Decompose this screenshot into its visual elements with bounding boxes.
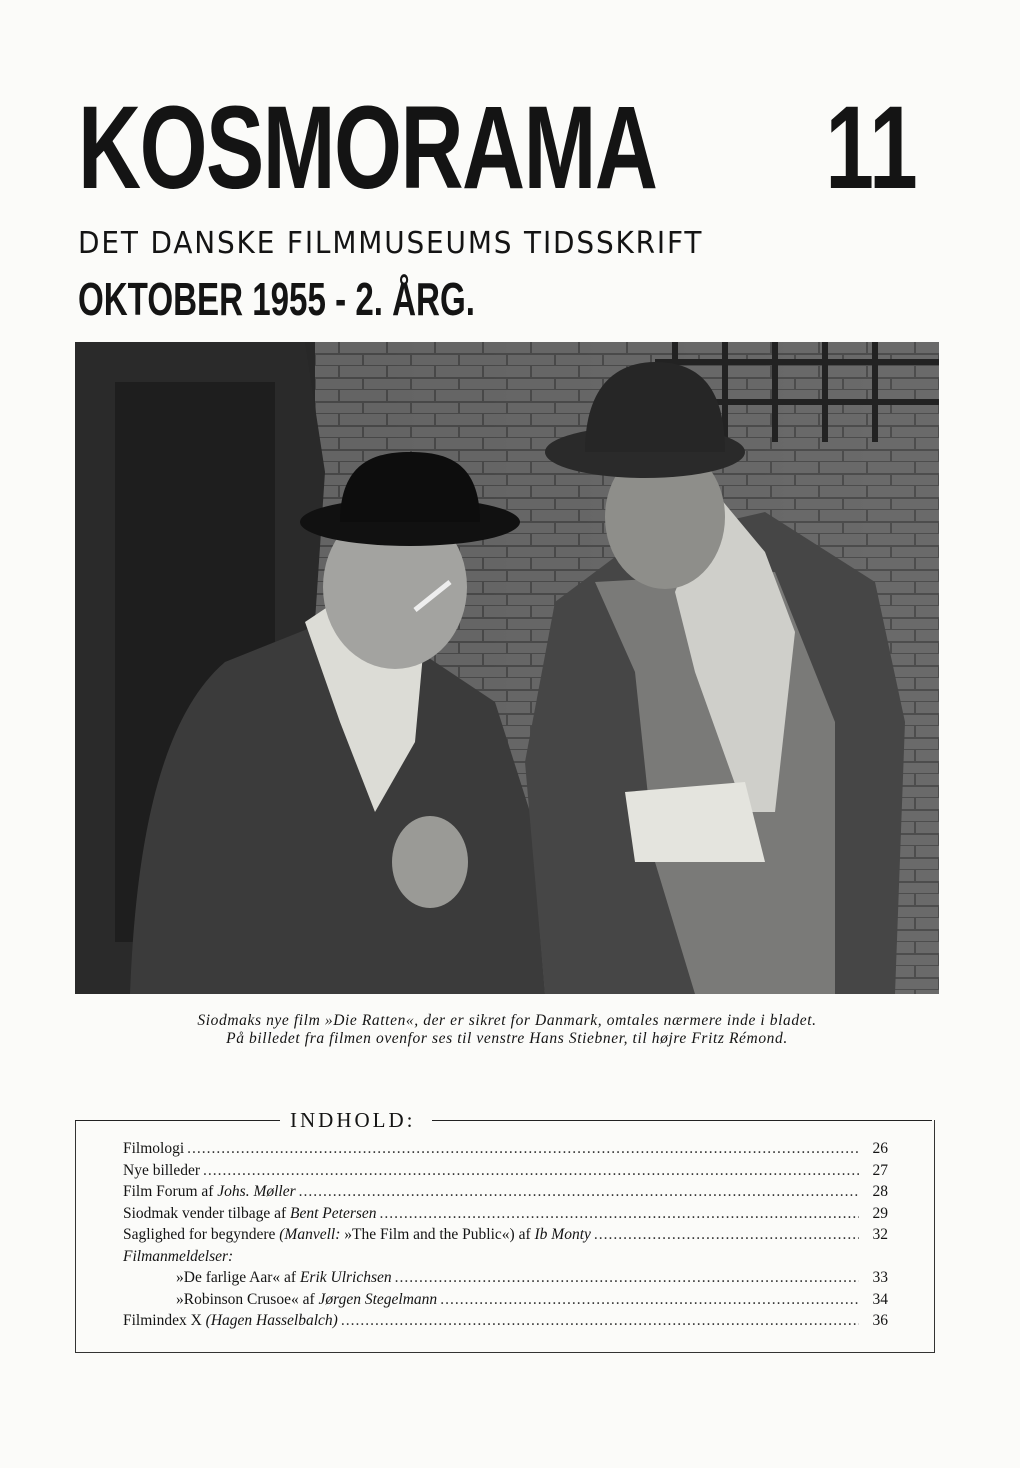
list-item[interactable]: [123, 1226, 888, 1248]
page-number: 28: [872, 1183, 888, 1200]
issue-dateline: OKTOBER 1955 - 2. ÅRG.: [78, 273, 475, 325]
contents-list: [123, 1140, 888, 1334]
section-heading: [123, 1248, 888, 1270]
dot-leader: [440, 1291, 859, 1309]
list-item[interactable]: [123, 1269, 888, 1291]
list-item[interactable]: [123, 1205, 888, 1227]
dot-leader: [203, 1162, 859, 1180]
magazine-title: KOSMORAMA: [78, 82, 657, 214]
contents-box: [75, 1120, 935, 1353]
entry-author: (Hagen Hasselbalch): [205, 1312, 338, 1329]
dot-leader: [594, 1226, 859, 1244]
entry-title: Saglighed for begyndere (Manvell: »The Film and the Public«) af Ib Monty: [123, 1226, 591, 1243]
page-number: 26: [872, 1140, 888, 1157]
page-number: 34: [872, 1290, 888, 1308]
entry-title: »De farlige Aar« af Erik Ulrichsen: [176, 1269, 392, 1286]
page-number: 27: [872, 1161, 888, 1179]
entry-title: »Robinson Crusoe« af Jørgen Stegelmann: [176, 1290, 438, 1308]
dot-leader: [395, 1269, 859, 1287]
photo-caption: [75, 1012, 939, 1048]
entry-title: Film Forum af Johs. Møller: [123, 1183, 296, 1200]
page-number: 32: [872, 1226, 888, 1243]
section-title: Filmanmeldelser:: [123, 1247, 234, 1265]
entry-title: Siodmak vender tilbage af Bent Petersen: [123, 1204, 377, 1222]
dot-leader: [299, 1183, 859, 1201]
issue-number: 11: [825, 82, 918, 214]
contents-heading: INDHOLD:: [290, 1108, 416, 1132]
list-item[interactable]: [123, 1312, 888, 1334]
entry-author: Erik Ulrichsen: [299, 1269, 392, 1286]
entry-title: Filmindex X (Hagen Hasselbalch): [123, 1312, 338, 1329]
list-item[interactable]: [123, 1183, 888, 1205]
entry-title: Nye billeder: [123, 1161, 201, 1179]
entry-author: Ib Monty: [534, 1226, 591, 1243]
entry-author: Jørgen Stegelmann: [318, 1290, 438, 1308]
magazine-subtitle: DET DANSKE FILMMUSEUMS TIDSSKRIFT: [78, 226, 704, 261]
caption-line-1: Siodmaks nye film »Die Ratten«, der er sikret for Danmark, omtales nærmere inde i bladet.: [197, 1012, 817, 1029]
masthead: [78, 82, 928, 214]
entry-author: (Manvell:: [279, 1226, 341, 1243]
page-number: 33: [872, 1269, 888, 1286]
cover-photo: [75, 342, 939, 994]
page-number: 29: [872, 1204, 888, 1222]
dot-leader: [380, 1205, 859, 1223]
entry-author: Johs. Møller: [217, 1183, 296, 1200]
caption-line-2: På billedet fra filmen ovenfor ses til venstre Hans Stiebner, til højre Fritz Rémond.: [226, 1030, 788, 1047]
entry-author: Bent Petersen: [290, 1204, 377, 1222]
entry-title: Filmologi: [123, 1140, 185, 1157]
list-item[interactable]: [123, 1291, 888, 1313]
dot-leader: [341, 1312, 859, 1330]
list-item[interactable]: [123, 1162, 888, 1184]
list-item[interactable]: [123, 1140, 888, 1162]
dot-leader: [187, 1140, 859, 1158]
page-number: 36: [872, 1312, 888, 1329]
